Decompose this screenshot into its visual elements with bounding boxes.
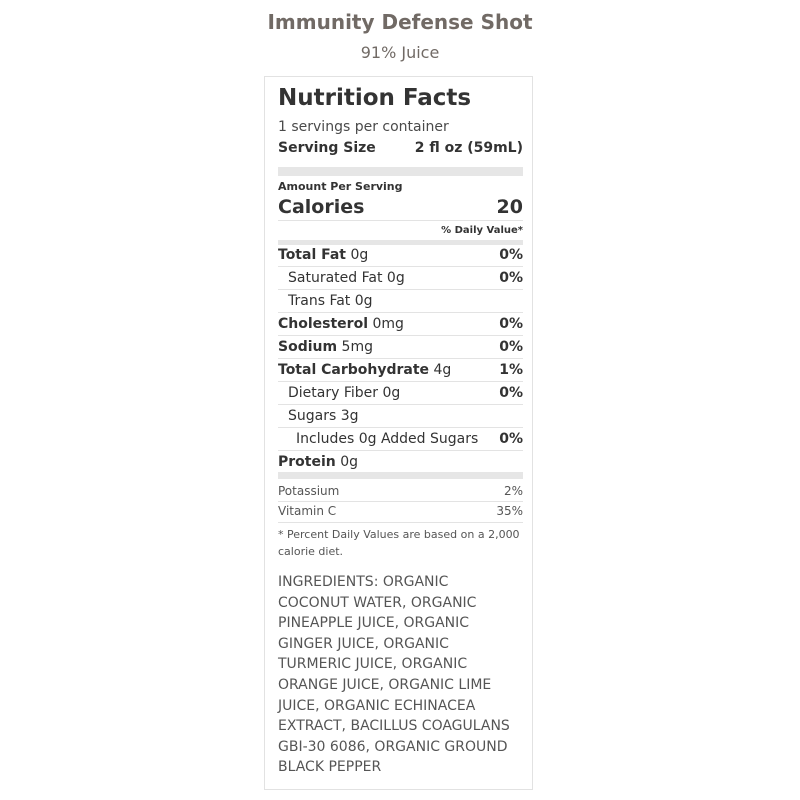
servings-per-container: 1 servings per container (278, 119, 449, 135)
nutrient-amount: 5mg (341, 338, 373, 355)
thick-divider (278, 167, 523, 176)
nutrient-name: Cholesterol (278, 315, 368, 332)
thick-divider (278, 472, 523, 479)
nutrient-row-added-sugars (278, 427, 523, 450)
nutrient-amount: 0g (382, 384, 401, 401)
nutrient-row-sugars (278, 404, 523, 427)
nutrient-name: Sodium (278, 338, 338, 355)
nutrient-dv: 1% (499, 361, 523, 378)
nutrient-name: Protein (278, 453, 336, 470)
nutrient-row-saturated-fat (278, 266, 523, 289)
amount-per-serving: Amount Per Serving (278, 180, 403, 193)
nutrient-row-total-fat (278, 243, 523, 266)
serving-size-label: Serving Size (278, 140, 376, 156)
nutrient-row-trans-fat (278, 289, 523, 312)
nutrient-name: Total Carbohydrate (278, 361, 430, 378)
nutrient-name: Trans Fat (288, 292, 351, 309)
nutrient-dv: 0% (499, 269, 523, 286)
calories-row (278, 196, 523, 218)
ingredients-list: INGREDIENTS: ORGANIC COCONUT WATER, ORGANIC PINEAPPLE JUICE, ORGANIC GINGER JUICE, ORGANIC TURMERIC JUICE, ORGANIC ORANGE JUICE, ORGANIC LIME JUICE, ORGANIC ECHINACEA EXTRACT, BACILLUS COAGULANS GBI-30 6086, ORGANIC GROUND BLACK PEPPER (278, 574, 510, 776)
nutrient-name: Sugars (288, 407, 337, 424)
product-subtitle: 91% Juice (360, 43, 440, 62)
nutrient-dv: 0% (499, 430, 523, 447)
nutrient-row-cholesterol (278, 312, 523, 335)
row-divider (278, 522, 523, 523)
nutrient-amount: 0g (386, 269, 405, 286)
calories-label: Calories (278, 196, 365, 218)
nutrient-dv: 0% (499, 384, 523, 401)
nutrient-row-total-carbohydrate (278, 358, 523, 381)
nutrient-amount: 0g (350, 246, 369, 263)
nutrition-facts-heading: Nutrition Facts (278, 85, 472, 111)
nutrient-dv: 0% (499, 315, 523, 332)
nutrient-name: Saturated Fat (288, 269, 383, 286)
nutrient-amount: 4g (433, 361, 452, 378)
nutrient-name: Total Fat (278, 246, 347, 263)
vitamin-dv: 35% (496, 504, 523, 518)
product-title: Immunity Defense Shot (267, 10, 533, 34)
nutrient-amount: 0g (340, 453, 358, 470)
nutrient-row-protein (278, 450, 523, 473)
nutrient-name: Dietary Fiber (288, 384, 379, 401)
nutrient-amount: 0g (354, 292, 373, 309)
nutrient-dv: 0% (499, 246, 523, 263)
vitamin-row-potassium (278, 481, 523, 501)
calories-divider (278, 220, 523, 221)
nutrient-row-sodium (278, 335, 523, 358)
vitamin-dv: 2% (503, 484, 523, 498)
nutrient-amount: 0mg (372, 315, 404, 332)
nutrition-facts-panel (264, 76, 533, 790)
nutrient-row-dietary-fiber (278, 381, 523, 404)
calories-value: 20 (496, 196, 523, 218)
vitamin-name: Vitamin C (278, 504, 337, 518)
vitamin-row-vitamin-c (278, 501, 523, 521)
vitamin-name: Potassium (278, 484, 340, 498)
nutrient-amount: 3g (340, 407, 359, 424)
daily-value-footnote: * Percent Daily Values are based on a 2,000 calorie diet. (278, 528, 520, 558)
nutrient-dv: 0% (499, 338, 523, 355)
serving-size-row (278, 140, 523, 156)
nutrient-name: Includes 0g Added Sugars (296, 430, 479, 447)
daily-value-header: % Daily Value* (441, 225, 523, 236)
serving-size-value: 2 fl oz (59mL) (414, 140, 523, 156)
